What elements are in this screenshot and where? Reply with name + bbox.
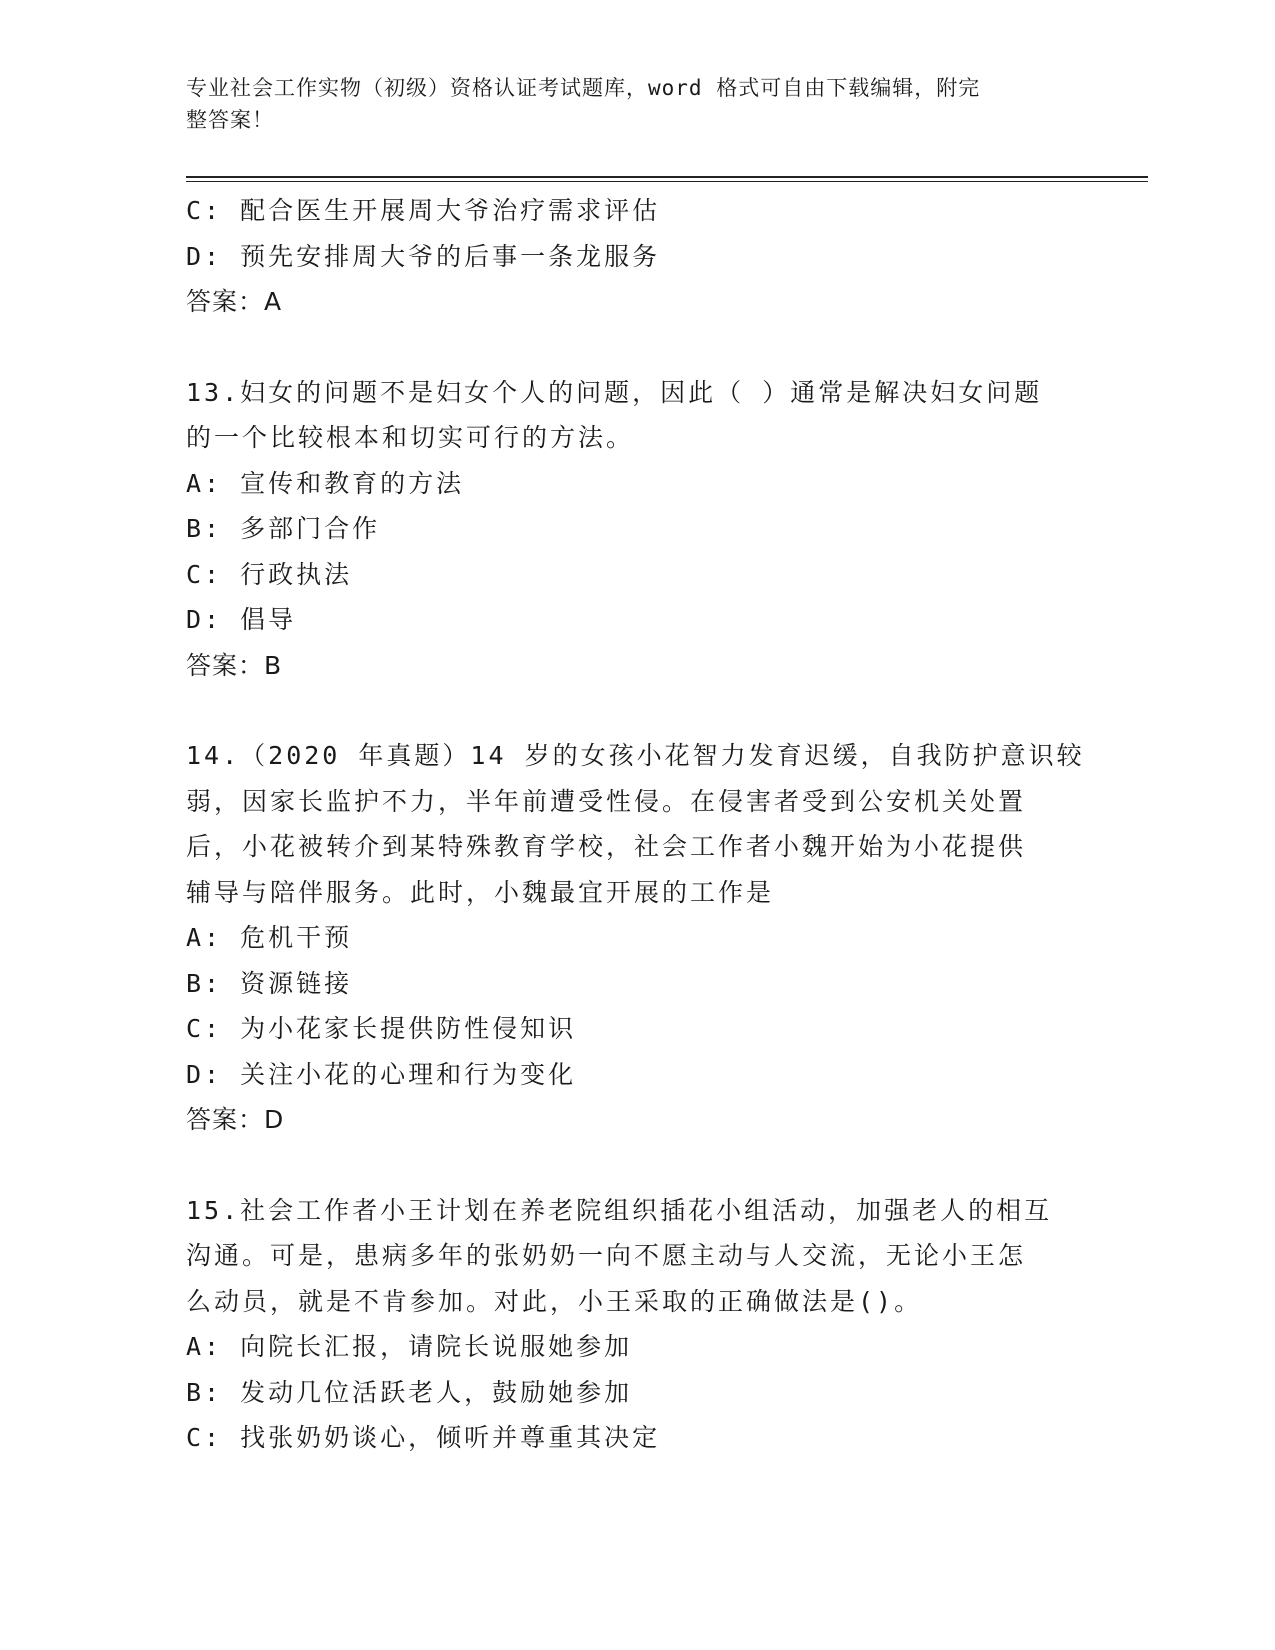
question-list	[186, 188, 1086, 1461]
option-d: D: 预先安排周大爷的后事一条龙服务	[186, 241, 661, 271]
option-b: B: 多部门合作	[186, 514, 381, 543]
question-stem-line: 15.社会工作者小王计划在养老院组织插花小组活动，加强老人的相互	[186, 1195, 1053, 1225]
spacer	[186, 1143, 1086, 1188]
question-stem-line: 弱，因家长监护不力，半年前遭受性侵。在侵害者受到公安机关处置	[186, 786, 1027, 816]
spacer	[186, 688, 1086, 733]
question-block-14	[186, 733, 1086, 1143]
question-stem-line: 辅导与陪伴服务。此时，小魏最宜开展的工作是	[186, 877, 775, 907]
header-line-1: 专业社会工作实物（初级）资格认证考试题库，word 格式可自由下载编辑，附完	[186, 76, 981, 100]
header-line-2: 整答案！	[186, 108, 274, 132]
question-stem-line: 沟通。可是，患病多年的张奶奶一向不愿主动与人交流，无论小王怎	[186, 1241, 1027, 1270]
option-a: A: 宣传和教育的方法	[186, 468, 465, 498]
option-d: D: 关注小花的心理和行为变化	[186, 1059, 577, 1089]
option-a: A: 危机干预	[186, 923, 353, 952]
question-block-13	[186, 370, 1086, 689]
document-header	[186, 72, 1066, 136]
option-c: C: 为小花家长提供防性侵知识	[186, 1014, 577, 1043]
question-stem-line: 14.（2020 年真题）14 岁的女孩小花智力发育迟缓，自我防护意识较	[186, 741, 1085, 770]
question-block-15	[186, 1188, 1086, 1461]
spacer	[186, 325, 1086, 370]
option-a: A: 向院长汇报，请院长说服她参加	[186, 1332, 633, 1361]
question-stem-line: 13.妇女的问题不是妇女个人的问题，因此（ ）通常是解决妇女问题	[186, 377, 1043, 407]
option-c: C: 配合医生开展周大爷治疗需求评估	[186, 196, 661, 225]
option-c: C: 找张奶奶谈心，倾听并尊重其决定	[186, 1423, 661, 1452]
option-c: C: 行政执法	[186, 559, 353, 589]
option-b: B: 发动几位活跃老人，鼓励她参加	[186, 1377, 633, 1407]
answer: 答案：A	[186, 287, 283, 316]
header-rule-thick	[186, 176, 1148, 178]
option-d: D: 倡导	[186, 605, 297, 634]
question-stem-line: 么动员，就是不肯参加。对此，小王采取的正确做法是()。	[186, 1286, 923, 1316]
header-rule-thin	[186, 181, 1148, 182]
question-stem-line: 后，小花被转介到某特殊教育学校，社会工作者小魏开始为小花提供	[186, 832, 1027, 861]
answer: 答案：B	[186, 650, 283, 680]
answer: 答案：D	[186, 1105, 285, 1134]
question-block-12	[186, 188, 1086, 325]
question-stem-line: 的一个比较根本和切实可行的方法。	[186, 423, 635, 452]
option-b: B: 资源链接	[186, 968, 353, 998]
